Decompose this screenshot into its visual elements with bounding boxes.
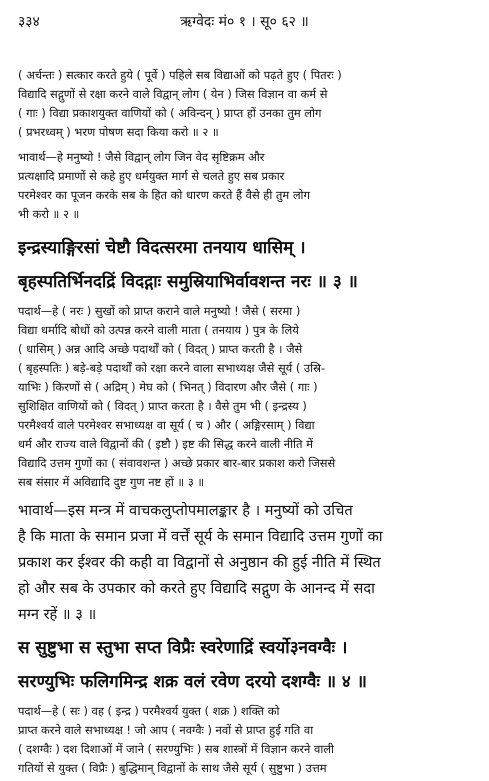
text-line: ( अर्चन्तः ) सत्कार करते हुये ( पूर्वे ) पहिले सब विद्याओं को पढ़ते हुए ( पितरः ) [18, 68, 342, 82]
text-line: है कि माता के समान प्रजा में वर्त्तें सूर्य के समान विद्यादि उत्तम गुणों का [18, 528, 383, 545]
text-line: प्रत्यक्षादि प्रमाणों से कहे हुए धर्मयुक्त मार्ग से चलते हुए सब प्रकार [18, 169, 285, 183]
text-line: विद्यादि उत्तम गुणों का ( संवावशन्त ) अच्छे प्रकार बार-बार प्रकाश करो जिससे [18, 456, 336, 470]
text-line: पदार्थ—हे ( नरः ) सुखों को प्राप्त कराने वाले मनुष्यो ! जैसे ( सरमा ) [18, 304, 301, 318]
mantra-line: स सुष्टुभा स स्तुभा सप्त विप्रैः स्वरेणाद्रिं स्वर्यो३नवग्वैः । [18, 638, 348, 658]
page-header [0, 0, 489, 44]
text-line: पदार्थ—हे ( सः ) वह ( इन्द्र ) परमैश्वर्य युक्त ( शक्र ) शक्ति को [18, 704, 280, 718]
page-body [18, 66, 458, 778]
text-line: भी करो ॥ २ ॥ [18, 207, 80, 221]
text-line: हो और सब के उपकार को करते हुए विद्यादि सद्गुण के आनन्द में सदा [18, 580, 375, 597]
text-line: भावार्थ—हे मनुष्यो ! जैसे विद्वान् लोग जिन वेद सृष्टिक्रम और [18, 150, 265, 164]
text-line: विद्यादि सद्गुणों से रक्षा करने वाले विद्वान् लोग ( येन ) जिस विज्ञान वा कर्म से [18, 87, 328, 101]
text-line: ( प्रभरध्वम् ) भरण पोषण सदा किया करो ॥ २ ॥ [18, 125, 219, 139]
text-line: सब संसार में अविद्यादि दुष्ट गुण नष्ट हों ॥ ३ ॥ [18, 475, 205, 489]
mantra-line: बृहस्पतिर्भिनदद्रिं विदद्गाः समुस्रियाभिर्वावशन्त नरः ॥ ३ ॥ [18, 272, 358, 292]
spacer [18, 224, 458, 234]
text-line: प्राप्त करने वाले सभाध्यक्ष ! जो आप ( नवग्वैः ) नवों से प्राप्त हुई गति वा [18, 723, 314, 737]
page-number: ३३४ [18, 14, 40, 30]
text-line: परमैश्वर्य वाले परमेश्वर सभाध्यक्ष वा सूर्य ( च ) और ( अङ्गिरसाम् ) विद्या [18, 418, 315, 432]
text-line: सुशिक्षित वाणियों को ( विदत् ) प्राप्त करता है । वैसे तुम भी ( इन्द्रस्य ) [18, 399, 307, 413]
text-line: विद्या धर्मादि बोधों को उत्पन्न करने वाली माता ( तनयाय ) पुत्र के लिये [18, 323, 299, 337]
text-line: धर्म और राज्य वाले विद्वानों की ( इष्टौ ) इष्ट की सिद्ध करने वाली नीति में [18, 437, 313, 451]
mantra-line: इन्द्रस्याङ्गिरसां चेष्टौ विदत्सरमा तनयाय धासिम् । [18, 238, 306, 258]
text-line: प्रकाश कर ईश्वर की कही वा विद्वानों से अनुष्ठान की हुई नीति में स्थित [18, 554, 381, 571]
text-line: ( दशग्वैः ) दश दिशाओं में जाने ( सरण्युभिः ) सब शास्त्रों में विज्ञान करने वाली [18, 742, 334, 756]
text-line: भावार्थ—इस मन्त्र में वाचकलुप्तोपमालङ्कार है । मनुष्यों को उचित [18, 502, 353, 519]
mantra-line: सरण्युभिः फलिगमिन्द्र शक्र वलं रवेण दरयो दशग्वैः ॥ ४ ॥ [18, 672, 367, 692]
running-title: ऋग्वेदः मं० १ । सू० ६२ ॥ [180, 14, 309, 30]
text-line: याभिः ) किरणों से ( अद्रिम् ) मेघ को ( भिनत् ) विदारण और जैसे ( गाः ) [18, 380, 318, 394]
text-line: गतियों से युक्त ( विप्रैः ) बुद्धिमान् विद्वानों के साथ जैसे सूर्य ( सुष्टुभा ) उत्तम [18, 761, 327, 775]
text-line: ( बृहस्पतिः ) बड़े-बड़े पदार्थों को रक्षा करने वाला सभाध्यक्ष जैसे सूर्य ( उस्रि- [18, 361, 326, 375]
text-line: ( धासिम् ) अन्न आदि अच्छे पदार्थों को ( विदत् ) प्राप्त करती है । जैसे [18, 342, 303, 356]
text-line: मग्न रहें ॥ ३ ॥ [18, 606, 97, 623]
text-line: परमेश्वर का पूजन करके सब के हित को धारण करते हैं वैसे ही तुम लोग [18, 188, 310, 202]
text-line: ( गाः ) विद्या प्रकाशयुक्त वाणियों को ( अविन्दन् ) प्राप्त हों उनका तुम लोग [18, 106, 322, 120]
